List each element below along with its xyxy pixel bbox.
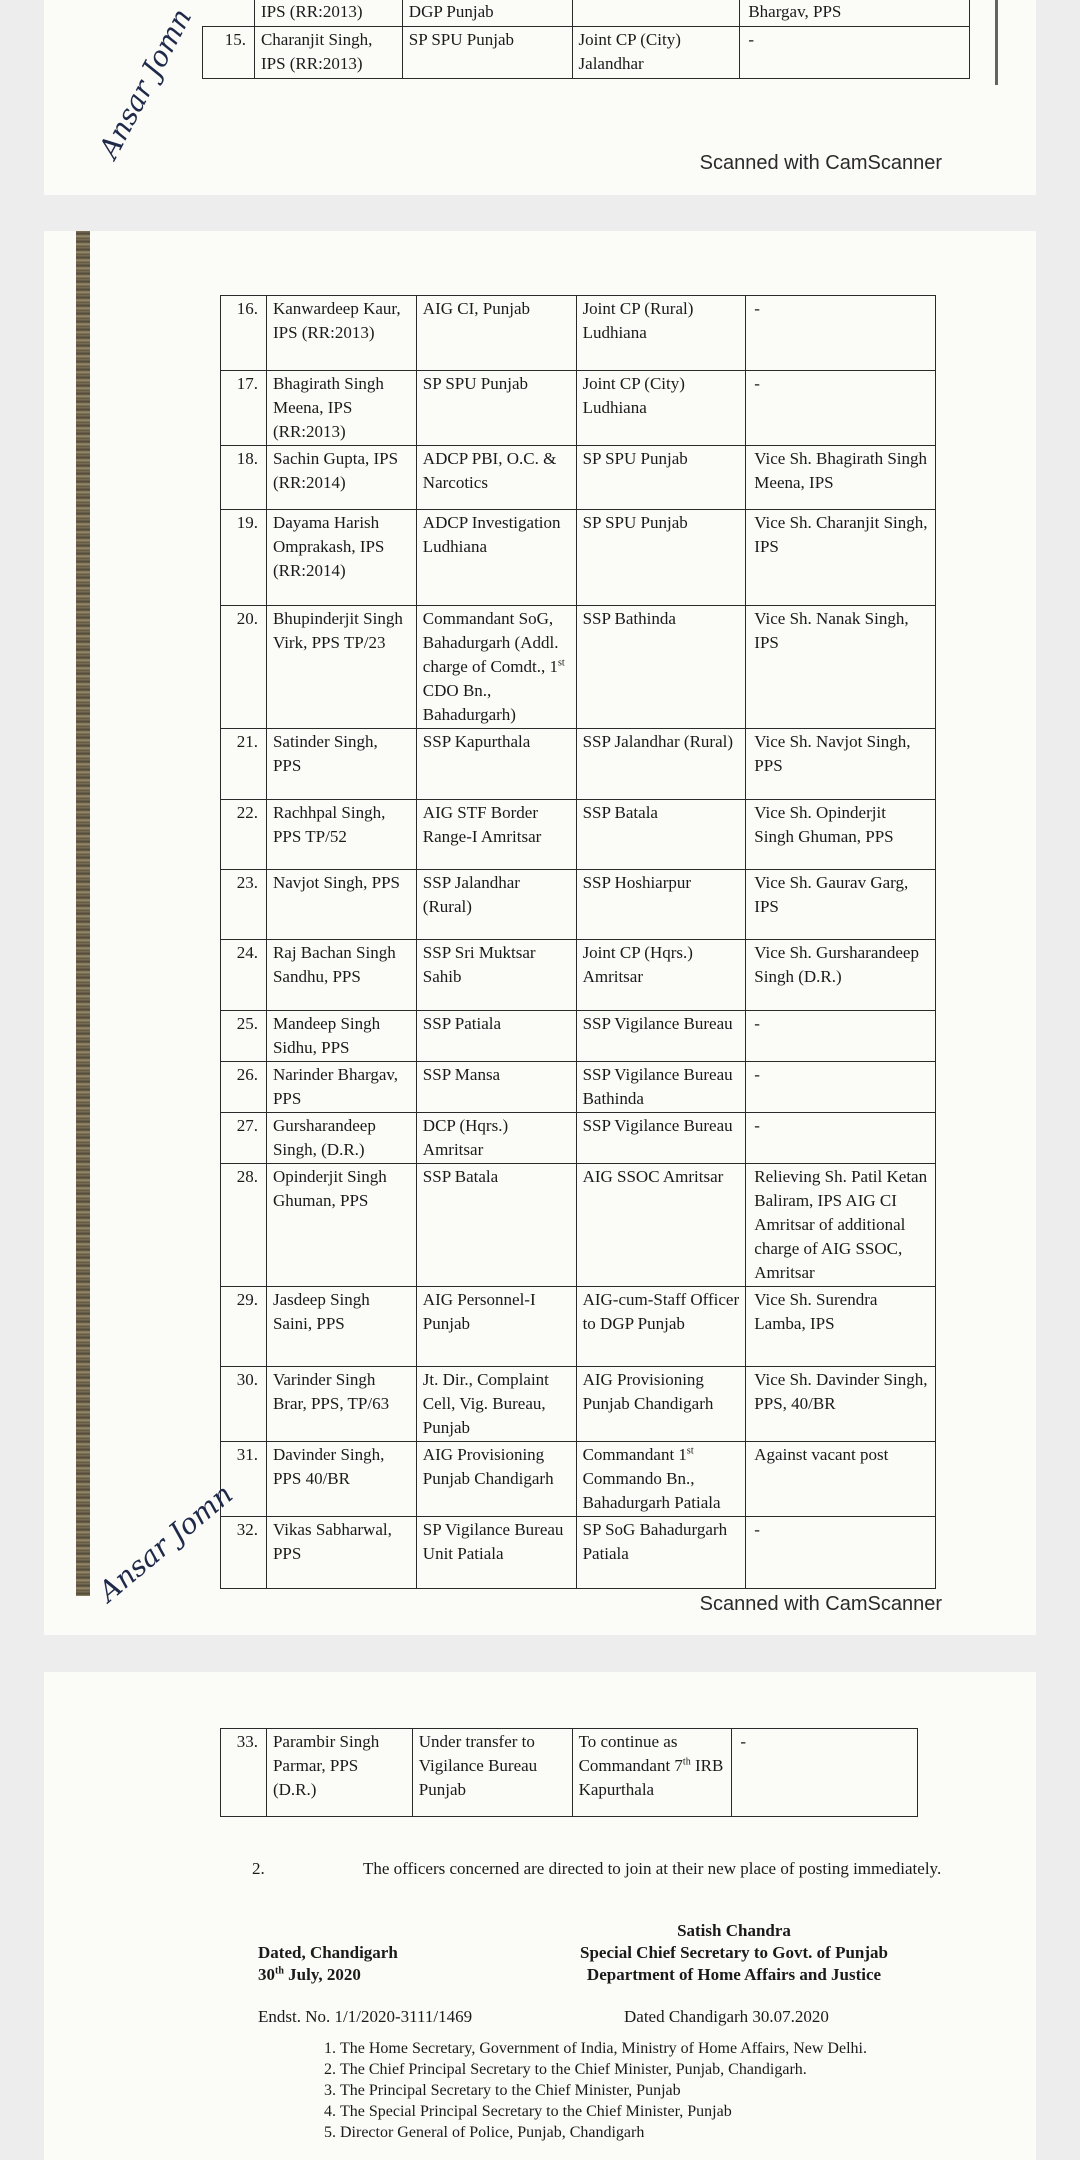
remarks-cell: Vice Sh. Davinder Singh, PPS, 40/BR xyxy=(746,1367,936,1442)
table-row xyxy=(221,510,936,606)
from-posting-cell: DGP Punjab xyxy=(402,0,572,27)
remarks-cell: Vice Sh. Opinderjit Singh Ghuman, PPS xyxy=(746,800,936,870)
table-row xyxy=(221,1442,936,1517)
from-posting-cell: AIG Personnel-I Punjab xyxy=(416,1287,576,1367)
to-posting-cell: Joint CP (City) Ludhiana xyxy=(576,371,746,446)
serial-cell: 28. xyxy=(221,1164,267,1287)
to-posting-cell: SSP Vigilance Bureau xyxy=(576,1011,746,1062)
recipient-item: 2. The Chief Principal Secretary to the Chief Minister, Punjab, Chandigarh. xyxy=(340,2059,980,2080)
table-row xyxy=(221,940,936,1011)
to-posting-cell: Joint CP (Hqrs.) Amritsar xyxy=(576,940,746,1011)
officer-cell: Navjot Singh, PPS xyxy=(266,870,416,940)
officer-cell: Dayama Harish Omprakash, IPS (RR:2014) xyxy=(266,510,416,606)
serial-cell: 29. xyxy=(221,1287,267,1367)
serial-cell: 20. xyxy=(221,606,267,729)
to-posting-cell: SSP Hoshiarpur xyxy=(576,870,746,940)
table-row xyxy=(221,1287,936,1367)
officer-cell: Varinder Singh Brar, PPS, TP/63 xyxy=(266,1367,416,1442)
table-row xyxy=(221,296,936,371)
transfer-table-part-3 xyxy=(220,1728,918,1817)
to-posting-cell: Commandant 1st Commando Bn., Bahadurgarh Patiala xyxy=(576,1442,746,1517)
remarks-cell: Relieving Sh. Patil Ketan Baliram, IPS AIG CI Amritsar of additional charge of AIG SSOC, Amritsar xyxy=(746,1164,936,1287)
serial-cell: 33. xyxy=(221,1729,267,1817)
page-edge-shadow xyxy=(995,0,998,85)
to-posting-cell: Joint CP (City) Jalandhar xyxy=(572,27,740,79)
table-row xyxy=(221,1517,936,1589)
to-posting-cell: SSP Vigilance Bureau xyxy=(576,1113,746,1164)
to-posting-cell: SSP Vigilance Bureau Bathinda xyxy=(576,1062,746,1113)
serial-cell: 19. xyxy=(221,510,267,606)
remarks-cell: Bhargav, PPS xyxy=(740,0,970,27)
table-row xyxy=(221,729,936,800)
serial-cell: 23. xyxy=(221,870,267,940)
officer-cell: Gursharandeep Singh, (D.R.) xyxy=(266,1113,416,1164)
table-row xyxy=(221,800,936,870)
from-posting-cell: SSP Patiala xyxy=(416,1011,576,1062)
serial-cell: 25. xyxy=(221,1011,267,1062)
from-posting-cell: SP Vigilance Bureau Unit Patiala xyxy=(416,1517,576,1589)
from-posting-cell: SSP Batala xyxy=(416,1164,576,1287)
remarks-cell: Vice Sh. Surendra Lamba, IPS xyxy=(746,1287,936,1367)
endorsement-number: Endst. No. 1/1/2020-3111/1469 xyxy=(258,2007,473,2026)
remarks-cell: - xyxy=(732,1729,918,1817)
remarks-cell: - xyxy=(746,1011,936,1062)
recipient-item: 4. The Special Principal Secretary to the Chief Minister, Punjab xyxy=(340,2101,980,2122)
table-row xyxy=(221,1164,936,1287)
remarks-cell: Vice Sh. Bhagirath Singh Meena, IPS xyxy=(746,446,936,510)
transfer-table-part-2 xyxy=(220,295,936,1589)
recipients-list xyxy=(314,2038,980,2143)
serial-cell: 17. xyxy=(221,371,267,446)
officer-cell: Opinderjit Singh Ghuman, PPS xyxy=(266,1164,416,1287)
to-posting-cell: AIG SSOC Amritsar xyxy=(576,1164,746,1287)
from-posting-cell: ADCP PBI, O.C. & Narcotics xyxy=(416,446,576,510)
officer-cell: Parambir Singh Parmar, PPS (D.R.) xyxy=(266,1729,412,1817)
binding-thread xyxy=(76,231,90,1596)
officer-cell: Vikas Sabharwal, PPS xyxy=(266,1517,416,1589)
remarks-cell: - xyxy=(746,371,936,446)
remarks-cell: Vice Sh. Nanak Singh, IPS xyxy=(746,606,936,729)
from-posting-cell: SSP Jalandhar (Rural) xyxy=(416,870,576,940)
paragraph-text: The officers concerned are directed to join at their new place of posting immediately. xyxy=(362,1859,942,1878)
remarks-cell: - xyxy=(746,1062,936,1113)
transfer-table-part-1 xyxy=(202,0,970,79)
camscanner-watermark: Scanned with CamScanner xyxy=(699,1593,942,1615)
from-posting-cell: SP SPU Punjab xyxy=(416,371,576,446)
officer-cell: Sachin Gupta, IPS (RR:2014) xyxy=(266,446,416,510)
serial-cell: 21. xyxy=(221,729,267,800)
table-row xyxy=(221,446,936,510)
to-posting-cell: To continue as Commandant 7th IRB Kapurthala xyxy=(572,1729,732,1817)
from-posting-cell: AIG CI, Punjab xyxy=(416,296,576,371)
officer-cell: Raj Bachan Singh Sandhu, PPS xyxy=(266,940,416,1011)
officer-cell: Davinder Singh, PPS 40/BR xyxy=(266,1442,416,1517)
serial-cell: 24. xyxy=(221,940,267,1011)
direction-paragraph xyxy=(252,1858,952,1880)
recipient-item: 3. The Principal Secretary to the Chief Minister, Punjab xyxy=(340,2080,980,2101)
officer-cell: Bhagirath Singh Meena, IPS (RR:2013) xyxy=(266,371,416,446)
officer-cell: Mandeep Singh Sidhu, PPS xyxy=(266,1011,416,1062)
from-posting-cell: Commandant SoG, Bahadurgarh (Addl. charge of Comdt., 1st CDO Bn., Bahadurgarh) xyxy=(416,606,576,729)
serial-cell: 18. xyxy=(221,446,267,510)
remarks-cell: - xyxy=(746,1517,936,1589)
serial-cell xyxy=(203,0,255,27)
recipient-item: 1. The Home Secretary, Government of India, Ministry of Home Affairs, New Delhi. xyxy=(340,2038,980,2059)
from-posting-cell: SSP Kapurthala xyxy=(416,729,576,800)
from-posting-cell: SSP Mansa xyxy=(416,1062,576,1113)
to-posting-cell: SP SPU Punjab xyxy=(576,446,746,510)
from-posting-cell: Jt. Dir., Complaint Cell, Vig. Bureau, Punjab xyxy=(416,1367,576,1442)
officer-cell: Bhupinderjit Singh Virk, PPS TP/23 xyxy=(266,606,416,729)
to-posting-cell xyxy=(572,0,740,27)
signatory-block xyxy=(524,1920,944,1986)
dated-label: Dated, Chandigarh xyxy=(258,1943,398,1962)
officer-cell: Narinder Bhargav, PPS xyxy=(266,1062,416,1113)
serial-cell: 15. xyxy=(203,27,255,79)
from-posting-cell: SP SPU Punjab xyxy=(402,27,572,79)
officer-cell: Rachhpal Singh, PPS TP/52 xyxy=(266,800,416,870)
camscanner-watermark: Scanned with CamScanner xyxy=(699,152,942,174)
to-posting-cell: SP SPU Punjab xyxy=(576,510,746,606)
to-posting-cell: SSP Bathinda xyxy=(576,606,746,729)
to-posting-cell: AIG-cum-Staff Officer to DGP Punjab xyxy=(576,1287,746,1367)
remarks-cell: Vice Sh. Navjot Singh, PPS xyxy=(746,729,936,800)
table-row xyxy=(203,27,970,79)
to-posting-cell: SSP Batala xyxy=(576,800,746,870)
to-posting-cell: SP SoG Bahadurgarh Patiala xyxy=(576,1517,746,1589)
from-posting-cell: ADCP Investigation Ludhiana xyxy=(416,510,576,606)
from-posting-cell: AIG Provisioning Punjab Chandigarh xyxy=(416,1442,576,1517)
signatory-name: Satish Chandra xyxy=(677,1921,791,1940)
table-row xyxy=(221,371,936,446)
officer-cell: Satinder Singh, PPS xyxy=(266,729,416,800)
serial-cell: 26. xyxy=(221,1062,267,1113)
to-posting-cell: AIG Provisioning Punjab Chandigarh xyxy=(576,1367,746,1442)
dated-block xyxy=(258,1942,498,1986)
serial-cell: 22. xyxy=(221,800,267,870)
serial-cell: 27. xyxy=(221,1113,267,1164)
serial-cell: 30. xyxy=(221,1367,267,1442)
table-row xyxy=(221,1011,936,1062)
table-row xyxy=(221,1062,936,1113)
table-row xyxy=(221,1729,918,1817)
from-posting-cell: Under transfer to Vigilance Bureau Punjab xyxy=(412,1729,572,1817)
recipient-item: 5. Director General of Police, Punjab, Chandigarh xyxy=(340,2122,980,2143)
officer-cell: Kanwardeep Kaur, IPS (RR:2013) xyxy=(266,296,416,371)
from-posting-cell: AIG STF Border Range-I Amritsar xyxy=(416,800,576,870)
serial-cell: 32. xyxy=(221,1517,267,1589)
officer-cell: Charanjit Singh, IPS (RR:2013) xyxy=(254,27,402,79)
remarks-cell: Vice Sh. Gaurav Garg, IPS xyxy=(746,870,936,940)
table-row xyxy=(203,0,970,27)
officer-cell: Jasdeep Singh Saini, PPS xyxy=(266,1287,416,1367)
remarks-cell: - xyxy=(746,296,936,371)
from-posting-cell: DCP (Hqrs.) Amritsar xyxy=(416,1113,576,1164)
remarks-cell: Vice Sh. Gursharandeep Singh (D.R.) xyxy=(746,940,936,1011)
table-row xyxy=(221,1113,936,1164)
table-row xyxy=(221,606,936,729)
dated-value: 30th July, 2020 xyxy=(258,1965,361,1984)
remarks-cell: Against vacant post xyxy=(746,1442,936,1517)
table-row xyxy=(221,870,936,940)
scan-page-1 xyxy=(44,0,1036,195)
remarks-cell: - xyxy=(740,27,970,79)
scan-page-2 xyxy=(44,231,1036,1635)
handwritten-signature: Ansar Jomn xyxy=(92,1477,240,1609)
table-row xyxy=(221,1367,936,1442)
remarks-cell: Vice Sh. Charanjit Singh, IPS xyxy=(746,510,936,606)
from-posting-cell: SSP Sri Muktsar Sahib xyxy=(416,940,576,1011)
scan-page-3 xyxy=(44,1672,1036,2160)
handwritten-signature: Ansar Jomn xyxy=(92,2,199,164)
paragraph-number: 2. xyxy=(252,1859,265,1878)
serial-cell: 16. xyxy=(221,296,267,371)
endorsement-date: Dated Chandigarh 30.07.2020 xyxy=(624,2007,829,2026)
to-posting-cell: SSP Jalandhar (Rural) xyxy=(576,729,746,800)
officer-cell: IPS (RR:2013) xyxy=(254,0,402,27)
serial-cell: 31. xyxy=(221,1442,267,1517)
signatory-department: Department of Home Affairs and Justice xyxy=(586,1965,882,1984)
signatory-title: Special Chief Secretary to Govt. of Punjab xyxy=(579,1943,888,1962)
to-posting-cell: Joint CP (Rural) Ludhiana xyxy=(576,296,746,371)
remarks-cell: - xyxy=(746,1113,936,1164)
